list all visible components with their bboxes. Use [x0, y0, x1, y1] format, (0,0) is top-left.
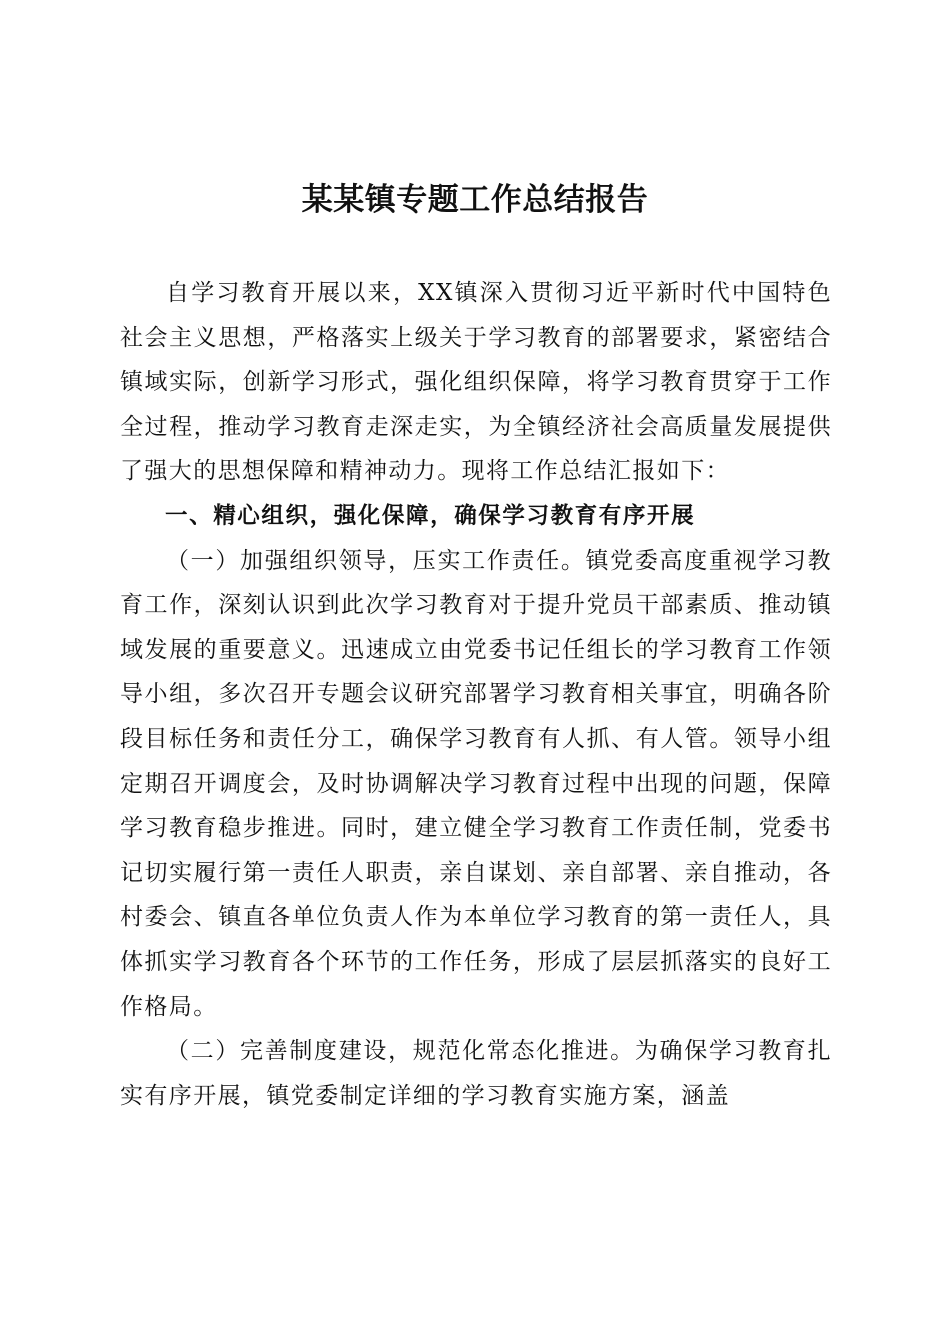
intro-paragraph: 自学习教育开展以来，XX镇深入贯彻习近平新时代中国特色社会主义思想，严格落实上级关于学习教育的部署要求，紧密结合镇域实际，创新学习形式，强化组织保障，将学习教育贯穿于工作全过程，推动学习教育走深走实，为全镇经济社会高质量发展提供了强大的思想保障和精神动力。现将工作总结汇报如下： [120, 280, 832, 485]
subsection-paragraph-2: （二）完善制度建设，规范化常态化推进。为确保学习教育扎实有序开展，镇党委制定详细的学习教育实施方案，涵盖 [120, 1038, 832, 1109]
document-body [120, 271, 832, 1118]
section-heading-1: 一、精心组织，强化保障，确保学习教育有序开展 [165, 502, 696, 529]
subsection-paragraph-1: （一）加强组织领导，压实工作责任。镇党委高度重视学习教育工作，深刻认识到此次学习教育对于提升党员干部素质、推动镇域发展的重要意义。迅速成立由党委书记任组长的学习教育工作领导小组，多次召开专题会议研究部署学习教育相关事宜，明确各阶段目标任务和责任分工，确保学习教育有人抓、有人管。领导小组定期召开调度会，及时协调解决学习教育过程中出现的问题，保障学习教育稳步推进。同时，建立健全学习教育工作责任制，党委书记切实履行第一责任人职责，亲自谋划、亲自部署、亲自推动，各村委会、镇直各单位负责人作为本单位学习教育的第一责任人，具体抓实学习教育各个环节的工作任务，形成了层层抓落实的良好工作格局。 [120, 547, 832, 1020]
document-title: 某某镇专题工作总结报告 [301, 182, 649, 218]
